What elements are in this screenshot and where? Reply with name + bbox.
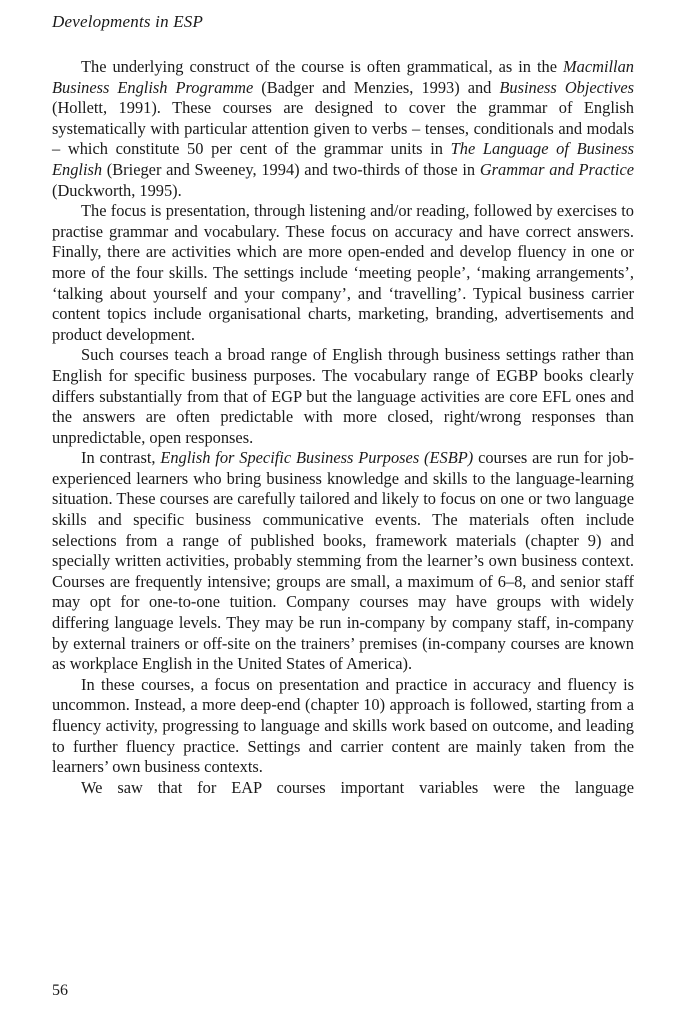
- text-segment: Such courses teach a broad range of English through business settings rather than English for specific business purposes. The vocabulary range of EGBP books clearly differs substantially from that of EGP but the language activities are core EFL ones and the answers are often predictable with more closed, right/wrong responses than unpredictable, open responses.: [52, 345, 634, 447]
- paragraph: [52, 778, 634, 799]
- paragraph: [52, 345, 634, 448]
- text-segment: (Hollett, 1991). These courses are designed to cover the grammar of English systematically with particular attention given to verbs – tenses, conditionals and modals – which constitute 50 per cent of the grammar units in: [52, 98, 634, 159]
- book-title: Grammar and Practice: [479, 159, 635, 179]
- text-segment: (Duckworth, 1995).: [52, 180, 182, 200]
- paragraph: [52, 448, 634, 675]
- text-segment: In these courses, a focus on presentation and practice in accuracy and fluency is uncommon. Instead, a more deep-end (chapter 10) approach is followed, starting from a fluency activity, progressing to language and skills work based on outcome, and leading to further fluency practice. Settings and carrier content are mainly taken from the learners’ own business contexts.: [52, 674, 634, 777]
- text-segment: The underlying construct of the course is often grammatical, as in the: [81, 57, 563, 76]
- book-title: Macmillan Business English Programme: [52, 57, 634, 97]
- text-segment: courses are run for job-experienced learners who bring business knowledge and skills to the language-learning situation. These courses are carefully tailored and likely to focus on one or two language skills and specific business communicative events. The materials often include selections from a range of published books, framework materials (chapter 9) and specially written activities, probably stemming from the learner’s own business context. Courses are frequently intensive; groups are small, a maximum of 6–8, and senior staff may opt for one-to-one tuition. Company courses may have groups with widely differing language levels. They may be run in-company by company staff, in-company by external trainers or off-site on the trainers’ premises (in-company courses are known as workplace English in the United States of America).: [52, 448, 634, 674]
- book-title: Business Objectives: [499, 77, 634, 97]
- book-title: The Language of Business English: [52, 139, 634, 179]
- text-segment: (Badger and Menzies, 1993) and: [253, 77, 500, 97]
- text-segment: We saw that for EAP courses important variables were the language: [81, 777, 634, 797]
- body-text: [52, 57, 634, 798]
- paragraph: [52, 201, 634, 345]
- paragraph: [52, 675, 634, 778]
- running-head: Developments in ESP: [52, 12, 204, 31]
- text-segment: The focus is presentation, through listening and/or reading, followed by exercises to practise grammar and vocabulary. These focus on accuracy and have correct answers. Finally, there are activities which are more open-ended and develop fluency in one or more of the four skills. The settings include ‘meeting people’, ‘making arrangements’, ‘talking about yourself and your company’, and ‘travelling’. Typical business carrier content topics include organisational charts, marketing, branding, advertisements and product development.: [52, 201, 634, 344]
- term-italic: English for Specific Business Purposes (ESBP): [160, 448, 474, 468]
- text-segment: In contrast,: [81, 448, 161, 468]
- text-segment: (Brieger and Sweeney, 1994) and two-thirds of those in: [102, 159, 480, 179]
- page-number: 56: [52, 982, 68, 999]
- paragraph: [52, 57, 634, 201]
